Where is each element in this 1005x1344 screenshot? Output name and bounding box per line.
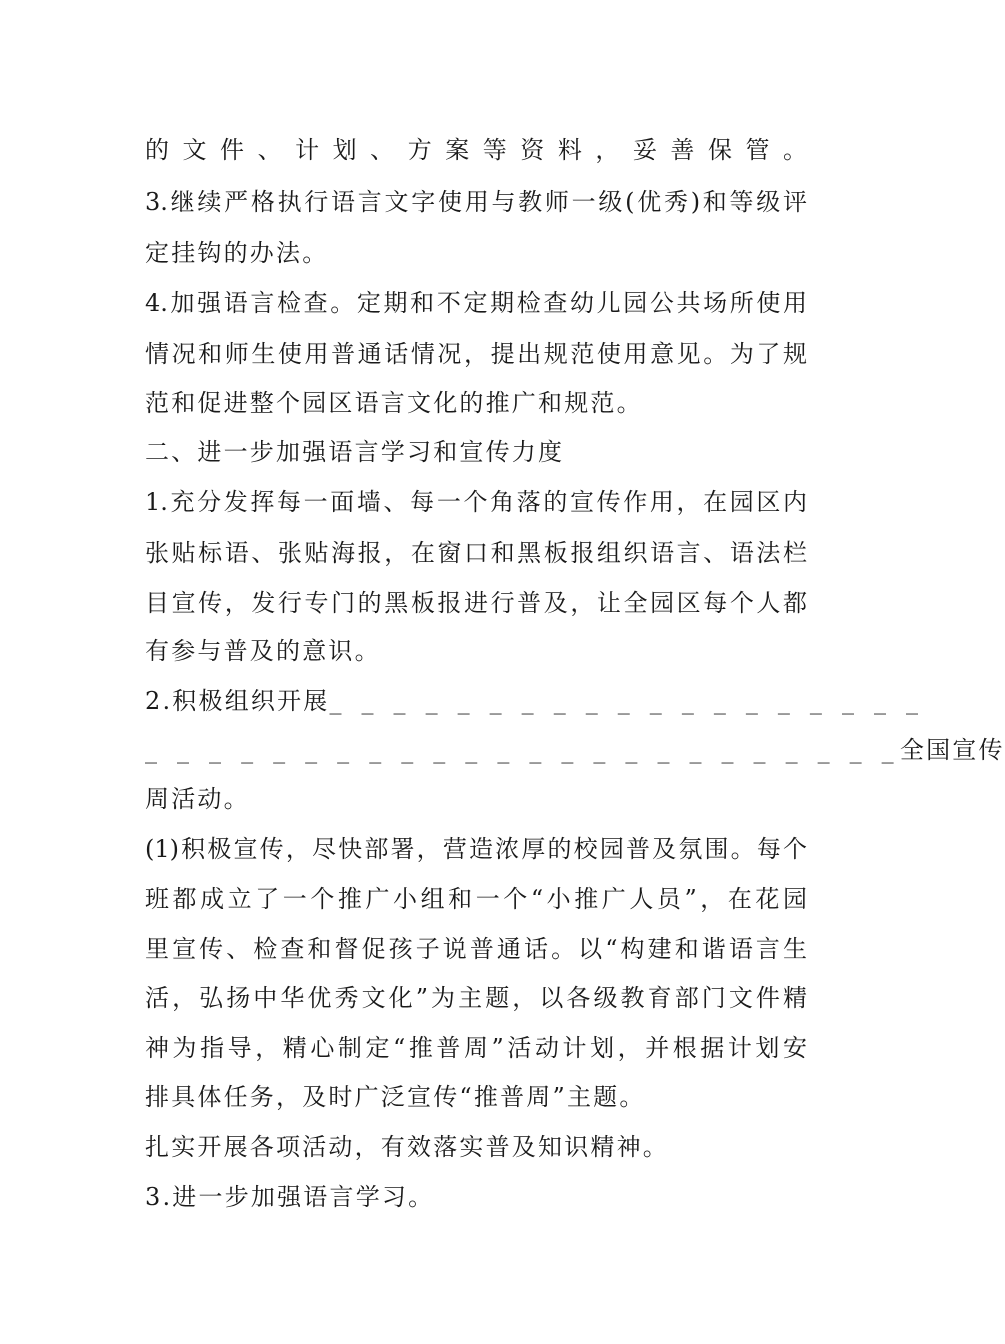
text-line: (1)积极宣传，尽快部署，营造浓厚的校园普及氛围。每个 bbox=[145, 835, 807, 863]
text-line: 3.进一步加强语言学习。 bbox=[145, 1183, 435, 1211]
fill-in-blank-line bbox=[145, 675, 925, 727]
text-line: 排具体任务，及时广泛宣传“推普周”主题。 bbox=[145, 1083, 646, 1111]
text-line: 4.加强语言检查。定期和不定期检查幼儿园公共场所使用 bbox=[145, 289, 807, 317]
blank-underline: _ _ _ _ _ _ _ _ _ _ _ _ _ _ _ _ _ _ _ bbox=[329, 687, 925, 715]
section-heading: 二、进一步加强语言学习和宣传力度 bbox=[145, 438, 565, 466]
text-line: 张贴标语、张贴海报，在窗口和黑板报组织语言、语法栏 bbox=[145, 539, 807, 567]
blank-underline: _ _ _ _ _ _ _ _ _ _ _ _ _ _ _ _ _ _ _ _ _ _ _ _ bbox=[145, 736, 900, 764]
text-line: 扎实开展各项活动，有效落实普及知识精神。 bbox=[145, 1133, 669, 1161]
text-line: 的文件、计划、方案等资料，妥善保管。 bbox=[145, 136, 807, 164]
text-line: 情况和师生使用普通话情况，提出规范使用意见。为了规 bbox=[145, 340, 807, 368]
text-line: 里宣传、检查和督促孩子说普通话。以“构建和谐语言生 bbox=[145, 935, 807, 963]
text-line: 3.继续严格执行语言文字使用与教师一级(优秀)和等级评 bbox=[145, 188, 807, 216]
text-line: 目宣传，发行专门的黑板报进行普及，让全园区每个人都 bbox=[145, 589, 807, 617]
text-line: 1.充分发挥每一面墙、每一个角落的宣传作用，在园区内 bbox=[145, 488, 807, 516]
text-line: 有参与普及的意识。 bbox=[145, 637, 381, 665]
text-line: 神为指导，精心制定“推普周”活动计划，并根据计划安 bbox=[145, 1034, 807, 1062]
text-line: 活，弘扬中华优秀文化”为主题，以各级教育部门文件精 bbox=[145, 984, 807, 1012]
text-line: 周活动。 bbox=[145, 785, 250, 813]
blank-prefix: 2.积极组织开展 bbox=[145, 687, 330, 715]
fill-in-blank-line bbox=[145, 724, 1005, 776]
blank-suffix: 全国宣传 bbox=[899, 736, 1005, 764]
text-line: 定挂钩的办法。 bbox=[145, 239, 329, 267]
text-line: 班都成立了一个推广小组和一个“小推广人员”，在花园 bbox=[145, 885, 807, 913]
text-line: 范和促进整个园区语言文化的推广和规范。 bbox=[145, 389, 643, 417]
